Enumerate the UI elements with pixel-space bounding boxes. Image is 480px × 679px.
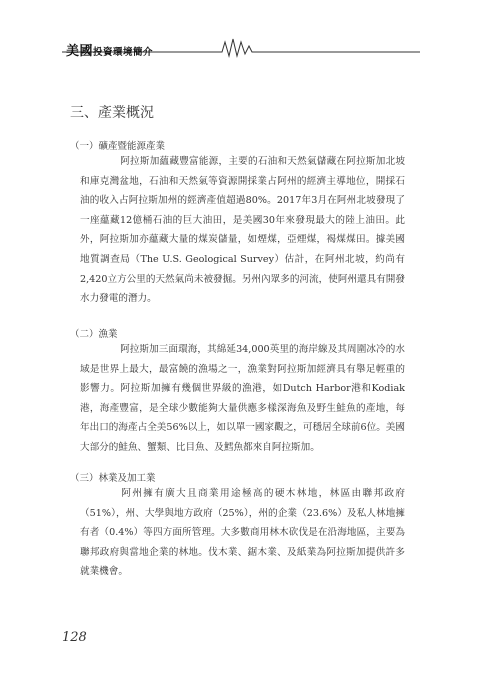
subsection-heading-mining-energy: （一）礦產暨能源產業 [70,141,166,152]
header-title-rest: 投資環境簡介 [93,47,154,58]
subsection-heading-forestry: （三）林業及加工業 [70,473,156,484]
header-title [66,40,153,59]
paragraph-mining-energy-text: 阿拉斯加蘊藏豐富能源，主要的石油和天然氣儲藏在阿拉斯加北坡和庫克灣盆地，石油和天然氣等資源開採業占阿州的經濟主導地位，開採石油的收入占阿拉斯加州的經濟產值超過80%。2017年3月在阿州北坡發現了一座蘊藏12億桶石油的巨大油田，是美國30年來發現最大的陸上油田。此外，阿拉斯加亦蘊藏大量的煤炭儲量，如煙煤，亞煙煤，褐煤煤田。據美國地質調查局（The U.S. Geological Survey）估計，在阿州北坡，約尚有2,420立方公里的天然氣尚未被發掘。另州內眾多的河流，使阿州還具有開發水力發電的潛力。 [80,156,405,305]
section-title: 三、產業概況 [70,105,154,121]
paragraph-fishery-text: 阿拉斯加三面環海，其綿延34,000英里的海岸線及其周圍冰冷的水域是世界上最大，最富饒的漁場之一，漁業對阿拉斯加經濟具有舉足輕重的影響力。阿拉斯加擁有幾個世界級的漁港，如Dutch Harbor港和Kodiak港，海產豐富，是全球少數能夠大量供應多樣深海魚及野生鮭魚的產地，每年出口的海產占全美56%以上，如以單一國家觀之，可穩居全球前6位。美國大部分的鮭魚、蟹類、比目魚、及鱈魚都來自阿拉斯加。 [80,344,405,453]
page-number: 128 [62,630,87,645]
running-header [62,34,422,58]
paragraph-forestry-text: 阿州擁有廣大且商業用途極高的硬木林地，林區由聯邦政府（51%），州、大學與地方政府（25%），州的企業（23.6%）及私人林地擁有者（0.4%）等四方面所管理。大多數商用林木砍伐是在沿海地區，主要為聯邦政府與當地企業的林地。伐木業、鋸木業、及紙業為阿拉斯加提供許多就業機會。 [80,488,405,578]
subsection-heading-fishery: （二）漁業 [70,329,118,340]
paragraph-fishery [80,340,405,458]
paragraph-mining-energy [80,152,405,309]
paragraph-forestry [80,484,405,582]
header-title-main: 美國 [66,44,94,59]
